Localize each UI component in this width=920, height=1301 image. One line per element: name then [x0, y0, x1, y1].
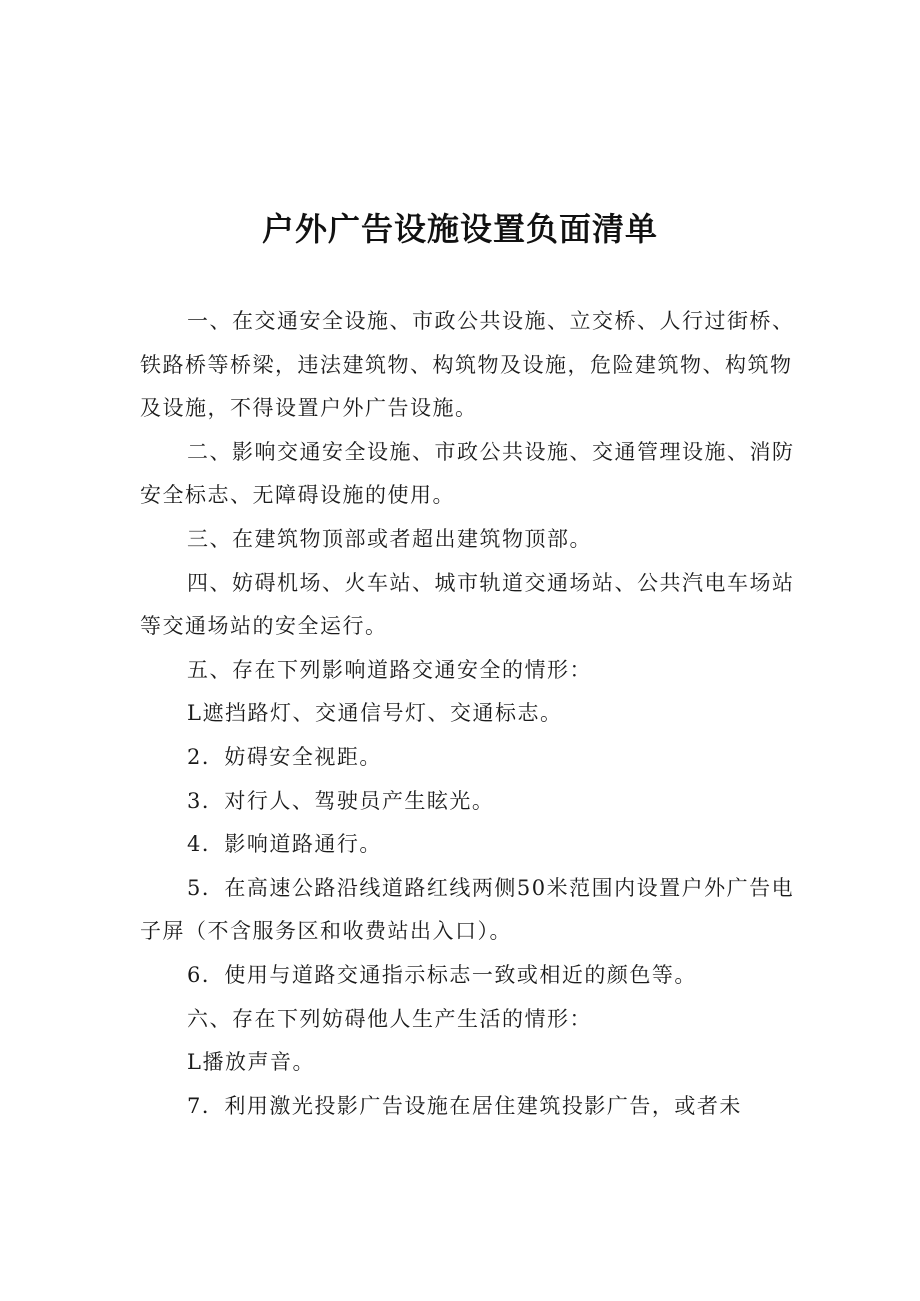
list-item-5: 5．在高速公路沿线道路红线两侧50米范围内设置户外广告电子屏（不含服务区和收费站出入口）。: [140, 875, 795, 944]
paragraph-1: 一、在交通安全设施、市政公共设施、立交桥、人行过街桥、铁路桥等桥梁，违法建筑物、构筑物及设施，危险建筑物、构筑物及设施，不得设置户外广告设施。: [140, 309, 795, 421]
paragraph-2: 二、影响交通安全设施、市政公共设施、交通管理设施、消防安全标志、无障碍设施的使用。: [140, 439, 795, 508]
document-body: [140, 300, 800, 1128]
paragraph-5: 五、存在下列影响道路交通安全的情形：: [187, 657, 592, 682]
list-item-4: 4．影响道路通行。: [187, 832, 382, 857]
paragraph-6: 六、存在下列妨碍他人生产生活的情形：: [187, 1006, 592, 1031]
list-item-8: 7．利用激光投影广告设施在居住建筑投影广告，或者未: [187, 1093, 742, 1118]
list-item-2: 2．妨碍安全视距。: [187, 744, 382, 769]
document-title: 户外广告设施设置负面清单: [261, 210, 658, 248]
list-item-7: L播放声音。: [187, 1050, 315, 1075]
paragraph-3: 三、在建筑物顶部或者超出建筑物顶部。: [187, 526, 592, 551]
list-item-3: 3．对行人、驾驶员产生眩光。: [187, 788, 495, 813]
list-item-1: L遮挡路灯、交通信号灯、交通标志。: [187, 701, 563, 726]
list-item-6: 6．使用与道路交通指示标志一致或相近的颜色等。: [187, 962, 697, 987]
paragraph-4: 四、妨碍机场、火车站、城市轨道交通场站、公共汽电车场站等交通场站的安全运行。: [140, 570, 795, 639]
